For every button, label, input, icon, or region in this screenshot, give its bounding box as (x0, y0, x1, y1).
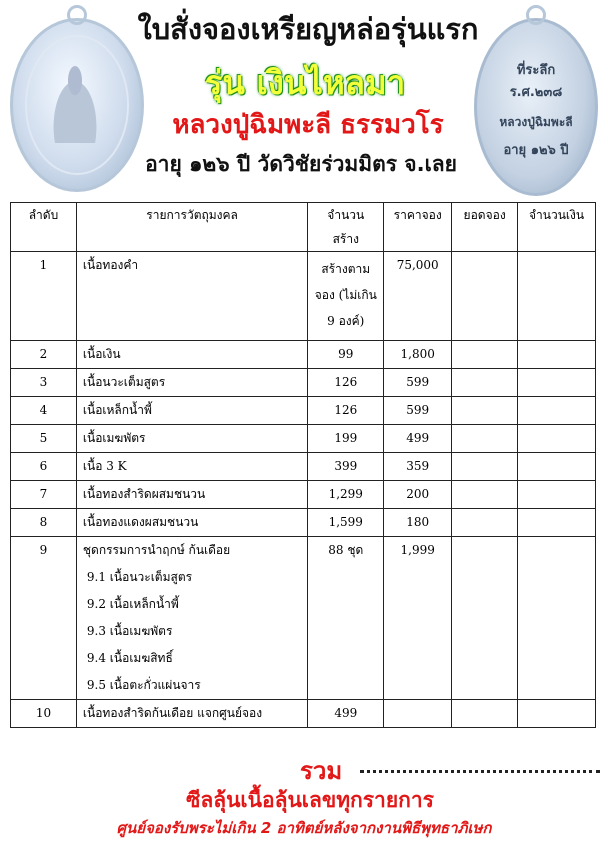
row-booked-blank (452, 425, 518, 453)
item-name: เนื้อทองแดงผสมชนวน (82, 515, 199, 529)
row-price: 599 (384, 369, 452, 397)
row-price: 1,800 (384, 341, 452, 369)
total-label: รวม (300, 757, 343, 785)
page-title: ใบสั่งจองเหรียญหล่อรุ่นแรก (137, 12, 479, 46)
item-name: เนื้อทองสำริดก้นเดือย แจกศูนย์จอง (82, 706, 263, 720)
medal-back-line3: หลวงปู่ฉิมพะลี (499, 115, 573, 129)
monk-name: หลวงปู่ฉิมพะลี ธรรมวโร (172, 110, 444, 140)
row-price: 1,999 (384, 537, 452, 700)
row-amount-blank (518, 453, 596, 481)
row-number: 6 (11, 453, 77, 481)
sub-item: 9.3 เนื้อเมฆพัตร (86, 624, 173, 638)
row-number: 7 (11, 481, 77, 509)
row-number: 3 (11, 369, 77, 397)
row-number: 10 (11, 700, 77, 728)
item-name: เนื้อเมฆพัตร (82, 431, 146, 445)
table-row (11, 700, 596, 728)
row-quantity: 399 (308, 453, 384, 481)
row-booked-blank (452, 252, 518, 341)
row-price: 359 (384, 453, 452, 481)
row-amount-blank (518, 700, 596, 728)
row-booked-blank (452, 537, 518, 700)
row-price: 599 (384, 397, 452, 425)
sub-item: 9.2 เนื้อเหล็กน้ำพี้ (86, 597, 179, 611)
table-row (11, 341, 596, 369)
item-name: เนื้อทองคำ (82, 258, 139, 272)
page-subtitle: อายุ ๑๒๖ ปี วัดวิชัยร่วมมิตร จ.เลย (145, 152, 457, 176)
row-number: 8 (11, 509, 77, 537)
row-price: 180 (384, 509, 452, 537)
row-quantity: 88 ชุด (308, 537, 384, 700)
row-amount-blank (518, 481, 596, 509)
row-amount-blank (518, 509, 596, 537)
table-row (11, 453, 596, 481)
item-name: เนื้อเหล็กน้ำพี้ (82, 403, 152, 417)
row-booked-blank (452, 700, 518, 728)
row-booked-blank (452, 369, 518, 397)
row-item (76, 537, 307, 700)
order-table (10, 202, 596, 728)
row-amount-blank (518, 425, 596, 453)
row-item (76, 341, 307, 369)
table-row (11, 537, 596, 700)
row-amount-blank (518, 252, 596, 341)
column-header: จำนวนเงิน (518, 203, 596, 252)
item-name: เนื้อนวะเต็มสูตร (82, 375, 166, 389)
sub-item: 9.1 เนื้อนวะเต็มสูตร (86, 570, 193, 584)
column-header: จำนวนสร้าง (308, 203, 384, 252)
column-header: ยอดจอง (452, 203, 518, 252)
row-item (76, 397, 307, 425)
table-row (11, 369, 596, 397)
row-booked-blank (452, 509, 518, 537)
table-row (11, 481, 596, 509)
row-quantity: 1,299 (308, 481, 384, 509)
column-header: รายการวัตถุมงคล (76, 203, 307, 252)
row-booked-blank (452, 453, 518, 481)
medal-loop (526, 5, 546, 25)
table-header-row (11, 203, 596, 252)
medal-back-line2: ร.ศ.๒๓๘ (509, 85, 563, 100)
row-number: 5 (11, 425, 77, 453)
row-number: 9 (11, 537, 77, 700)
row-item (76, 453, 307, 481)
row-item (76, 509, 307, 537)
row-item (76, 369, 307, 397)
column-header: ราคาจอง (384, 203, 452, 252)
row-quantity: 199 (308, 425, 384, 453)
row-number: 2 (11, 341, 77, 369)
row-quantity: สร้างตามจอง (ไม่เกิน 9 องค์) (308, 252, 384, 341)
row-amount-blank (518, 369, 596, 397)
row-item (76, 481, 307, 509)
column-header: ลำดับ (11, 203, 77, 252)
table-row (11, 509, 596, 537)
row-price: 200 (384, 481, 452, 509)
row-quantity: 499 (308, 700, 384, 728)
row-number: 4 (11, 397, 77, 425)
row-amount-blank (518, 397, 596, 425)
row-quantity: 126 (308, 369, 384, 397)
item-name: เนื้อ 3 K (82, 459, 127, 473)
header (0, 0, 608, 190)
table-row (11, 425, 596, 453)
item-name: เนื้อทองสำริดผสมชนวน (82, 487, 206, 501)
medal-back-line1: ที่ระลึก (516, 63, 556, 78)
row-amount-blank (518, 341, 596, 369)
total-dotted-line (360, 770, 600, 773)
row-booked-blank (452, 397, 518, 425)
item-name: ชุดกรรมการนำฤกษ์ ก้นเดือย (82, 543, 231, 557)
row-price: 75,000 (384, 252, 452, 341)
monk-figure (45, 63, 105, 143)
table-row (11, 397, 596, 425)
row-booked-blank (452, 341, 518, 369)
row-quantity: 126 (308, 397, 384, 425)
table-row (11, 252, 596, 341)
sub-item: 9.5 เนื้อตะกั่วแผ่นจาร (86, 678, 201, 692)
medal-back-line4: อายุ ๑๒๖ ปี (503, 143, 569, 158)
row-item (76, 425, 307, 453)
row-quantity: 1,599 (308, 509, 384, 537)
row-number: 1 (11, 252, 77, 341)
item-name: เนื้อเงิน (82, 347, 121, 361)
series-name: รุ่น เงินไหลมา (150, 56, 460, 96)
row-quantity: 99 (308, 341, 384, 369)
row-amount-blank (518, 537, 596, 700)
footer-line1: ซีลลุ้นเนื้อลุ้นเลขทุกรายการ (186, 788, 434, 812)
sub-item: 9.4 เนื้อเมฆสิทธิ์ (86, 651, 173, 665)
row-price (384, 700, 452, 728)
medal-loop (67, 5, 87, 25)
row-booked-blank (452, 481, 518, 509)
row-price: 499 (384, 425, 452, 453)
row-item (76, 700, 307, 728)
row-item (76, 252, 307, 341)
footer-line2: ศูนย์จองรับพระไม่เกิน 2 อาทิตย์หลังจากงานพิธีพุทธาภิเษก (116, 819, 492, 837)
